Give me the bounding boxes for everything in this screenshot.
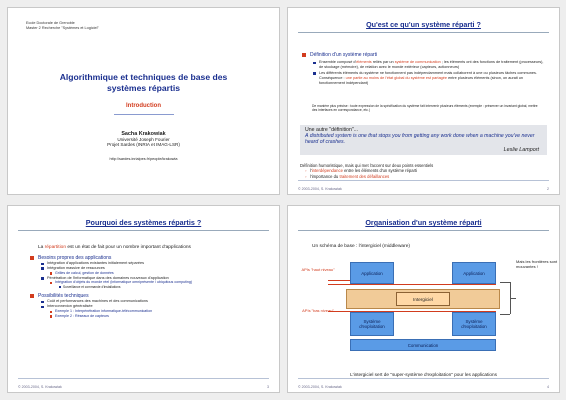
square-bullet-icon: [41, 267, 44, 270]
master-name: Master 2 Recherche "Systèmes et Logiciel": [26, 26, 99, 30]
slide-title: Qu'est ce qu'un système réparti ?: [366, 20, 481, 29]
presentation-subtitle: Introduction: [126, 103, 161, 109]
list-subsubitem: Surveillance et commande d'installations: [30, 285, 269, 289]
list-subitem: Grilles de calcul, gestion de données: [30, 271, 269, 276]
square-bullet-icon: [41, 277, 44, 280]
slide-4-organisation[interactable]: [287, 205, 560, 393]
author-block: [8, 132, 279, 148]
os-box-left: Système d'exploitation: [350, 312, 394, 336]
arrow-bullet-icon: ◦: [305, 168, 307, 174]
apis-high-arrow: [328, 280, 350, 281]
middleware-box: Intergiciel: [396, 292, 450, 306]
header-rule: [298, 32, 549, 33]
square-bullet-icon: [59, 286, 61, 288]
square-bullet-icon: [50, 272, 52, 274]
precision-note: De manière plus précise : toute expression de la spécification du système fait intervenir plusieurs éléments (exemple : préserver un invariant global, mettre des interfaces en correspondance, etc.): [312, 104, 538, 113]
definition-block: [302, 52, 545, 86]
bracket-pointer: [510, 298, 516, 299]
square-bullet-icon: [313, 62, 316, 65]
square-bullet-icon: [41, 306, 44, 309]
application-box-left: Application: [350, 262, 394, 284]
square-bullet-icon: [313, 72, 316, 75]
school-info: [26, 21, 99, 31]
definition-bullet-2: Les différents éléments du système ne fonctionnent pas indépendamment mais collaborent à une ou plusieurs tâches communes. Conséquence : une partie au moins de l'état global du système est partagée entre plusieurs éléments (sinon, on aurait un fonctionnement indépendant): [302, 71, 545, 86]
apis-high-label: APIs "haut niveau": [301, 267, 335, 272]
key-points-intro: Définition humoristique, mais qui met l'accent sur deux points essentiels: [300, 163, 434, 168]
title-line-2: systèmes répartis: [106, 83, 181, 93]
list-item: Coût et performances des machines et des communications: [30, 299, 269, 304]
list-subitem: Intégration d'objets du monde réel (informatique omniprésente / ubiquitous computing): [30, 280, 269, 285]
diagram-intro: Un schéma de base : l'intergiciel (middleware): [312, 244, 410, 249]
application-box-right: Application: [452, 262, 496, 284]
page-number: 2: [547, 187, 549, 191]
section-technical: Possibilités techniques: [30, 293, 269, 299]
footer-rule: [298, 378, 549, 379]
square-bullet-icon: [30, 294, 34, 298]
author-name: Sacha Krakowiak: [121, 131, 166, 137]
reasons-list: [30, 252, 269, 319]
communication-box: Communication: [350, 339, 496, 351]
title-line-1: Algorithmique et techniques de base des: [59, 72, 228, 82]
quote-heading: Une autre "définition"...: [305, 127, 358, 133]
header-rule: [18, 230, 269, 231]
intro-sentence: La répartition est un état de fait pour un nombre important d'applications: [38, 245, 191, 250]
list-item: Intégration massive de ressources: [30, 266, 269, 271]
footer-copyright: © 2003-2004, S. Krakowiak: [298, 385, 342, 389]
definition-bullet-1: Ensemble composé d'éléments reliés par un système de communication ; les éléments ont des fonctions de traitement (processeurs), de stockage (mémoire), de relation avec le monde extérieur (capteurs, actionneurs): [302, 60, 545, 70]
separator-line: [114, 114, 174, 115]
bracket-bottom: [500, 314, 510, 315]
section-needs: Besoins propres des applications: [30, 255, 269, 261]
bracket-top: [500, 282, 510, 283]
school-name: Ecole Doctorale de Grenoble: [26, 21, 75, 25]
header-rule: [298, 230, 549, 231]
os-box-right: Système d'exploitation: [452, 312, 496, 336]
author-url[interactable]: http://sardes.inrialpes.fr/people/krakowia: [109, 157, 178, 161]
square-bullet-icon: [50, 282, 52, 284]
quote-text: A distributed system is one that stops you from getting any work done when a machine you've never heard of crashes.: [305, 133, 535, 145]
list-item: Interconnexion généralisée: [30, 304, 269, 309]
list-subitem: Exemple 2 : Réseaux de capteurs: [30, 314, 269, 319]
list-item: Pénétration de l'informatique dans des domaines nouveaux d'application: [30, 276, 269, 281]
boundaries-note: Mais les frontières sont mouvantes !: [516, 259, 558, 269]
middleware-summary: L'intergiciel sert de "super-système d'exploitation" pour les applications: [350, 372, 497, 377]
page-number: 4: [547, 385, 549, 389]
key-point-2: ◦ l'importance du traitement des défaillances: [305, 173, 390, 179]
footer-copyright: © 2003-2004, S. Krakowiak: [298, 187, 342, 191]
affiliation-2: Projet Sardes (INRIA et IMAG-LSR): [107, 142, 180, 148]
list-subitem: Exemple 1 : Interpénétration informatique-télécommunication: [30, 309, 269, 314]
square-bullet-icon: [302, 53, 306, 57]
slide-2-definition[interactable]: [287, 7, 560, 195]
square-bullet-icon: [50, 311, 52, 313]
key-point-1: ◦ l'interdépendance entre les éléments d'un système réparti: [305, 168, 418, 174]
footer-copyright: © 2003-2004, S. Krakowiak: [18, 385, 62, 389]
slide-title: Organisation d'un système réparti: [365, 218, 482, 227]
key-points: [300, 163, 547, 179]
apis-low-line: [328, 311, 496, 312]
presentation-title: [8, 72, 279, 94]
apis-high-line: [328, 284, 496, 285]
apis-low-label: APIs "bas niveau": [302, 308, 334, 313]
page-number: 3: [267, 385, 269, 389]
list-item: Intégration d'applications existantes initialement séparées: [30, 261, 269, 266]
quote-author: Leslie Lamport: [503, 147, 539, 153]
square-bullet-icon: [41, 301, 44, 304]
definition-heading: Définition d'un système réparti: [302, 52, 545, 58]
square-bullet-icon: [41, 263, 44, 266]
lamport-quote: [300, 125, 547, 155]
slide-3-why[interactable]: [7, 205, 280, 393]
affiliation-1: Université Joseph Fourier: [117, 137, 170, 143]
square-bullet-icon: [30, 256, 34, 260]
slide-1-title[interactable]: [7, 7, 280, 195]
slide-title: Pourquoi des systèmes répartis ?: [85, 218, 202, 227]
square-bullet-icon: [50, 315, 52, 317]
footer-rule: [18, 378, 269, 379]
footer-rule: [298, 180, 549, 181]
arrow-bullet-icon: ◦: [305, 173, 307, 179]
